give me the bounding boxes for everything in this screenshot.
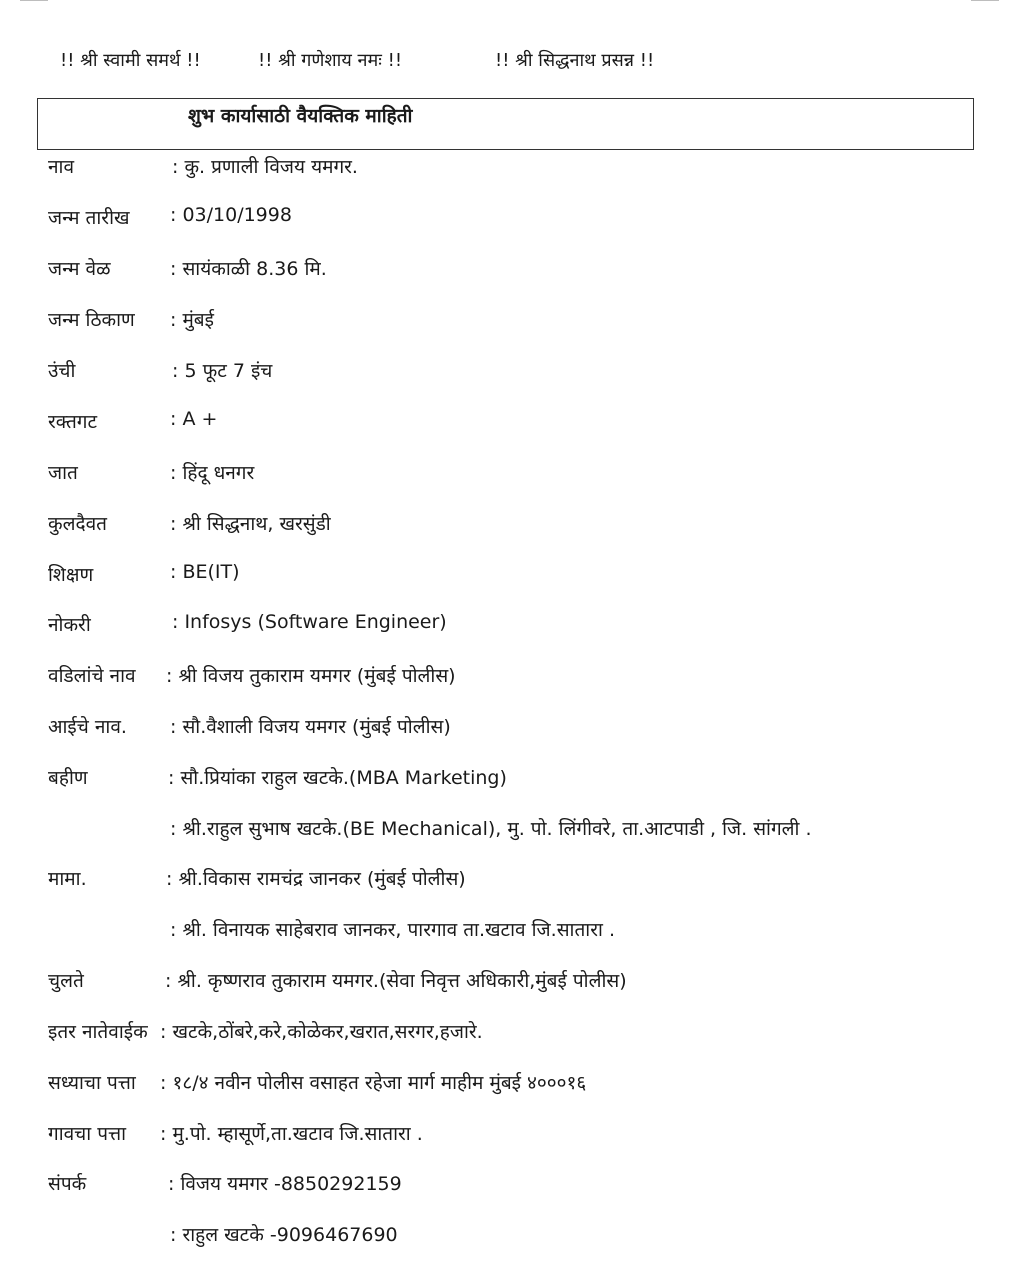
row-value: : श्री. विनायक साहेबराव जानकर, पारगाव ता.खटाव जि.सातारा . [170,919,615,941]
row-value: : मु.पो. म्हासूर्णे,ता.खटाव जि.सातारा . [160,1123,423,1145]
row-name [0,153,1009,183]
row-value: : श्री सिद्धनाथ, खरसुंडी [170,513,331,535]
row-value: : 03/10/1998 [170,204,292,226]
row-value: : कु. प्रणाली विजय यमगर. [172,156,358,178]
document-title: शुभ कार्यासाठी वैयक्तिक माहिती [188,105,413,127]
row-value: : सौ.वैशाली विजय यमगर (मुंबई पोलीस) [170,716,451,738]
blessing-swami-samarth: !! श्री स्वामी समर्थ !! [60,50,201,71]
row-value: : श्री विजय तुकाराम यमगर (मुंबई पोलीस) [166,665,456,687]
row-village-address [0,1120,1009,1150]
row-label: जन्म तारीख [48,207,130,229]
row-label: शिक्षण [48,564,94,586]
row-label: जन्म वेळ [48,258,111,280]
row-blood-group [0,408,1009,438]
row-maternal-uncle [0,865,1009,895]
row-value: : BE(IT) [170,561,240,583]
row-contact-2 [0,1221,1009,1251]
row-label: रक्तगट [48,411,98,433]
blessing-siddhanath: !! श्री सिद्धनाथ प्रसन्न !! [495,50,655,71]
row-value: : विजय यमगर -8850292159 [168,1173,402,1195]
row-family-deity [0,510,1009,540]
row-label: मामा. [48,868,87,890]
row-brother-in-law [0,815,1009,845]
row-contact [0,1170,1009,1200]
row-height [0,357,1009,387]
row-label: संपर्क [48,1173,87,1195]
row-mother-name [0,713,1009,743]
row-label: नोकरी [48,614,91,636]
row-label: आईचे नाव. [48,716,127,738]
title-box [37,98,974,150]
row-job [0,611,1009,641]
row-label: जात [48,462,78,484]
row-value: : १८/४ नवीन पोलीस वसाहत रहेजा मार्ग माहीम मुंबई ४०००१६ [160,1072,587,1094]
row-maternal-uncle-2 [0,916,1009,946]
row-value: : श्री.विकास रामचंद्र जानकर (मुंबई पोलीस) [166,868,466,890]
row-value: : सायंकाळी 8.36 मि. [170,258,327,280]
row-value: : 5 फूट 7 इंच [172,360,273,382]
row-value: : मुंबई [170,309,214,331]
row-value: : हिंदू धनगर [170,462,255,484]
row-paternal-uncle [0,967,1009,997]
row-birth-time [0,255,1009,285]
row-father-name [0,662,1009,692]
row-birth-date [0,204,1009,234]
row-label: चुलते [48,970,84,992]
row-label: नाव [48,156,75,178]
row-caste [0,459,1009,489]
row-label: इतर नातेवाईक [48,1021,148,1043]
row-label: सध्याचा पत्ता [48,1072,136,1094]
row-value: : सौ.प्रियांका राहुल खटके.(MBA Marketing) [168,767,507,789]
row-label: जन्म ठिकाण [48,309,135,331]
row-sister [0,764,1009,794]
blessing-ganeshaya: !! श्री गणेशाय नमः !! [258,50,403,71]
top-right-edge-line [971,0,999,1]
row-label: बहीण [48,767,88,789]
row-other-relatives [0,1018,1009,1048]
row-value: : राहुल खटके -9096467690 [170,1224,398,1246]
row-birth-place [0,306,1009,336]
row-education [0,561,1009,591]
row-value: : श्री.राहुल सुभाष खटके.(BE Mechanical), मु. पो. लिंगीवरे, ता.आटपाडी , जि. सांगली . [170,818,812,840]
row-value: : A + [170,408,218,430]
row-label: गावचा पत्ता [48,1123,127,1145]
row-label: वडिलांचे नाव [48,665,136,687]
row-label: उंची [48,360,76,382]
top-left-edge-line [20,0,48,1]
row-value: : खटके,ठोंबरे,करे,कोळेकर,खरात,सरगर,हजारे. [160,1021,483,1043]
row-label: कुलदैवत [48,513,107,535]
row-value: : Infosys (Software Engineer) [172,611,447,633]
row-value: : श्री. कृष्णराव तुकाराम यमगर.(सेवा निवृत्त अधिकारी,मुंबई पोलीस) [165,970,627,992]
row-current-address [0,1069,1009,1099]
